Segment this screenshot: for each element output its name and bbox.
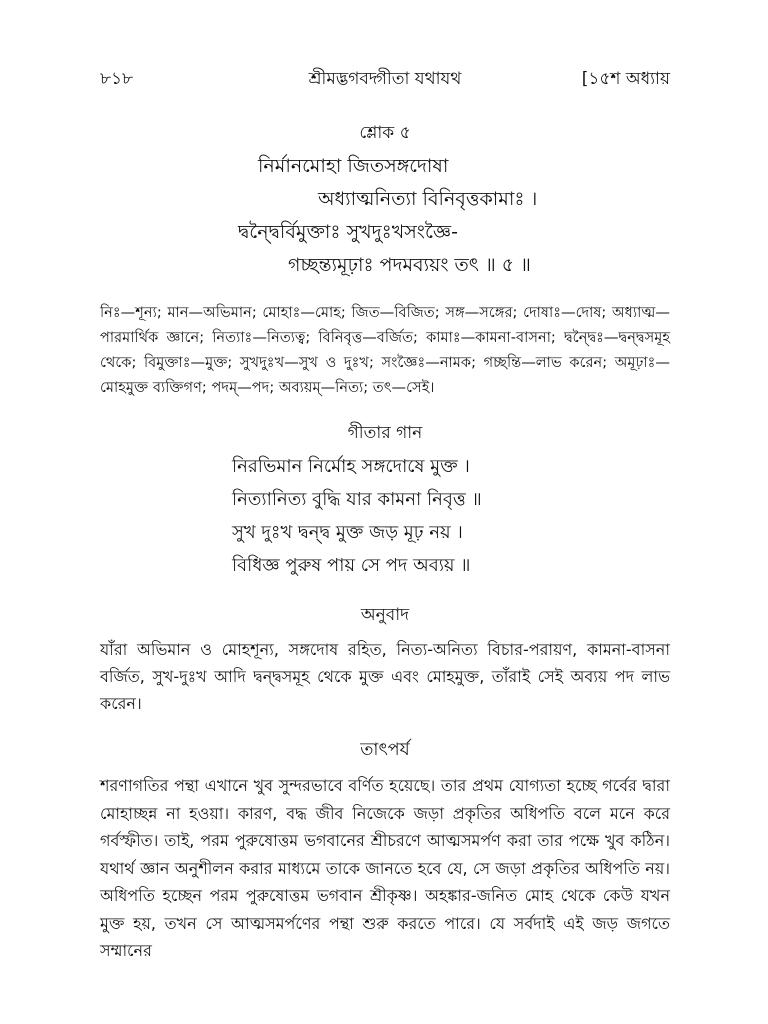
verse-line: গচ্ছন্ত্যমূঢ়াঃ পদমব্যয়ং তৎ ॥ ৫ ॥: [288, 254, 531, 276]
sanskrit-verse: [100, 150, 670, 282]
gitar-gan-heading: গীতার গান: [347, 423, 423, 443]
word-meanings: নিঃ—শূন্য; মান—অভিমান; মোহাঃ—মোহ; জিত—বিজিত; সঙ্গ—সঙ্গের; দোষাঃ—দোষ; অধ্যাত্ম—পারমার্থিক জ্ঞানে; নিত্যাঃ—নিত্যত্ব; বিনিবৃত্ত—বর্জিত; কামাঃ—কামনা-বাসনা; দ্বন্দ্বৈঃ—দ্বন্দ্বসমূহ থেকে; বিমুক্তাঃ—মুক্ত; সুখদুঃখ—সুখ ও দুঃখ; সংজ্ঞৈঃ—নামক; গচ্ছন্তি—লাভ করেন; অমূঢ়াঃ—মোহমুক্ত ব্যক্তিগণ; পদম্—পদ; অব্যয়ম্—নিত্য; তৎ—সেই।: [100, 304, 670, 396]
page-number: ৮১৮: [100, 69, 134, 89]
verse-line: অধ্যাত্মনিত্যা বিনিবৃত্তকামাঃ ।: [318, 188, 538, 210]
song-line: সুখ দুঃখ দ্বন্দ্ব মুক্ত জড় মূঢ় নয় ।: [232, 522, 463, 543]
verse-line: দ্বন্দ্বৈর্বিমুক্তাঃ সুখদুঃখসংজ্ঞৈ-: [238, 221, 458, 243]
gitar-gan-verse: [100, 450, 670, 582]
tatparya-heading: তাৎপর্য: [360, 740, 410, 760]
running-header: [100, 66, 670, 92]
anubad-heading: অনুবাদ: [360, 605, 410, 625]
purport-text: শরণাগতির পন্থা এখানে খুব সুন্দরভাবে বর্ণিত হয়েছে। তার প্রথম যোগ্যতা হচ্ছে গর্বের দ্বারা মোহাচ্ছন্ন না হওয়া। কারণ, বদ্ধ জীব নিজেকে জড়া প্রকৃতির অধিপতি বলে মনে করে গর্বস্ফীত। তাই, পরম পুরুষোত্তম ভগবানের শ্রীচরণে আত্মসমর্পণ করা তার পক্ষে খুব কঠিন। যথার্থ জ্ঞান অনুশীলন করার মাধ্যমে তাকে জানতে হবে যে, সে জড়া প্রকৃতির অধিপতি নয়। অধিপতি হচ্ছেন পরম পুরুষোত্তম ভগবান শ্রীকৃষ্ণ। অহঙ্কার-জনিত মোহ থেকে কেউ যখন মুক্ত হয়, তখন সে আত্মসমর্পণের পন্থা শুরু করতে পারে। যে সর্বদাই এই জড় জগতে সম্মানের: [100, 776, 670, 960]
song-line: নিরভিমান নির্মোহ সঙ্গদোষে মুক্ত ।: [232, 456, 470, 477]
translation-text: যাঁরা অভিমান ও মোহশূন্য, সঙ্গদোষ রহিত, নিত্য-অনিত্য বিচার-পরায়ণ, কামনা-বাসনা বর্জিত, সুখ-দুঃখ আদি দ্বন্দ্বসমূহ থেকে মুক্ত এবং মোহমুক্ত, তাঁরাই সেই অব্যয় পদ লাভ করেন।: [100, 640, 670, 713]
chapter-label: [১৫শ অধ্যায়: [581, 69, 670, 89]
book-page: [100, 66, 670, 965]
song-line: বিধিজ্ঞ পুরুষ পায় সে পদ অব্যয় ॥: [232, 555, 471, 576]
verse-line: নির্মানমোহা জিতসঙ্গদোষা: [258, 155, 449, 177]
sloka-heading: শ্লোক ৫: [359, 123, 411, 143]
song-line: নিত্যানিত্য বুদ্ধি যার কামনা নিবৃত্ত ॥: [232, 489, 482, 510]
book-title: শ্রীমদ্ভগবদ্গীতা যথাযথ: [308, 69, 462, 89]
